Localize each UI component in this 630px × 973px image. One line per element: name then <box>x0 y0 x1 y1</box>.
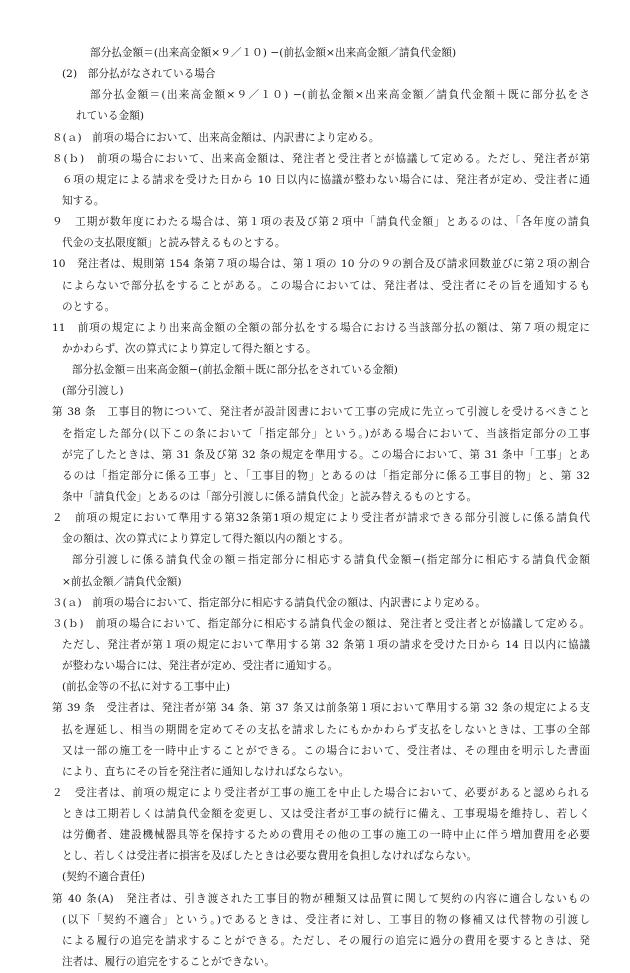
text-line: 注者は、履行の追完をすることができない。 <box>62 956 275 969</box>
text-line: 払を遅延し、相当の期間を定めてその支払を請求したにもかかわらず支払をしないときは、工事の全部 <box>62 723 590 736</box>
text-line: による履行の追完を請求することができる。ただし、その履行の追完に過分の費用を要するときは、発 <box>62 934 590 947</box>
text-line: ２ 前項の規定において準用する第32条第1項の規定により受注者が請求できる部分引渡しに係る請負代 <box>52 512 590 525</box>
text-line: 第 39 条 受注者は、発注者が第 34 条、第 37 条又は前条第１項において準用する第 32 条の規定による支 <box>52 702 590 715</box>
text-line: 知する。 <box>62 194 105 207</box>
text-line: 部分払金額＝(出来高金額×９／１０) −(前払金額×出来高金額／請負代金額＋既に部分払をさ <box>90 89 590 102</box>
text-line: により、直ちにその旨を発注者に通知しなければならない。 <box>62 765 350 778</box>
text-line: ３(ｂ) 前項の場合において、指定部分に相応する請負代金の額は、発注者と受注者とが協議して定める。 <box>52 617 590 630</box>
text-line: 部分引渡しに係る請負代金の額＝指定部分に相応する請負代金額−(指定部分に相応する請負代金額 <box>72 554 590 567</box>
text-line: が完了したときは、第 31 条及び第 32 条の規定を準用する。この場合において、第 31 条中「工事」とあ <box>62 448 590 461</box>
text-line: は労働者、建設機械器具等を保持するための費用その他の工事の施工の一時中止に伴う増加費用を必要 <box>62 829 590 842</box>
text-line: 第 40 条(A) 発注者は、引き渡された工事目的物が種類又は品質に関して契約の内容に適合しないもの <box>52 892 590 905</box>
text-line: ２ 受注者は、前項の規定により受注者が工事の施工を中止した場合において、必要があると認められる <box>52 786 590 799</box>
text-line: が整わない場合には、発注者が定め、受注者に通知する。 <box>62 660 339 673</box>
text-line: 代金の支払限度額」と読み替えるものとする。 <box>62 237 286 250</box>
text-line: ６項の規定による請求を受けた日から 10 日以内に協議が整わない場合には、発注者が定め、受注者に通 <box>62 173 590 186</box>
text-line: (2) 部分払がなされている場合 <box>62 68 216 81</box>
text-line: 第 38 条 工事目的物について、発注者が設計図書において工事の完成に先立って引渡しを受けるべきこと <box>52 406 590 419</box>
text-line: れている金額) <box>76 110 145 123</box>
text-line: ８(ａ) 前項の場合において、出来高金額は、内訳書により定める。 <box>52 131 380 144</box>
text-line: を指定した部分(以下この条において「指定部分」という。)がある場合において、当該指定部分の工事 <box>62 427 590 440</box>
text-line: 10 発注者は、規則第 154 条第７項の場合は、第１項の 10 分の９の割合及び請求回数並びに第２項の割合 <box>52 258 590 271</box>
text-line: ８(ｂ) 前項の場合において、出来高金額は、発注者と受注者とが協議して定める。ただし、発注者が第 <box>52 152 590 165</box>
text-line: 部分払金額＝出来高金額−(前払金額＋既に部分払をされている金額) <box>72 364 398 377</box>
text-line: るのは「指定部分に係る工事」と、「工事目的物」とあるのは「指定部分に係る工事目的物」と、第 32 <box>62 469 590 482</box>
text-line: 部分払金額＝(出来高金額×９／１０) −(前払金額×出来高金額／請負代金額) <box>90 47 457 59</box>
text-line: 条中「請負代金」とあるのは「部分引渡しに係る請負代金」と読み替えるものとする。 <box>62 490 478 503</box>
text-line: ×前払金額／請負代金額) <box>62 575 182 588</box>
text-line: とし、若しくは受注者に損害を及ぼしたときは必要な費用を負担しなければならない。 <box>62 850 478 863</box>
text-line: のとする。 <box>62 300 116 313</box>
text-line: (契約不適合責任) <box>62 871 145 884</box>
text-line: ただし、発注者が第１項の規定において準用する第 32 条第１項の請求を受けた日から 14 日以内に協議 <box>62 638 590 651</box>
text-line: (前払金等の不払に対する工事中止) <box>62 681 231 694</box>
text-line: (以下「契約不適合」という。)であるときは、受注者に対し、工事目的物の修補又は代替物の引渡し <box>62 913 590 926</box>
text-line: ときは工期若しくは請負代金額を変更し、又は受注者が工事の続行に備え、工事現場を維持し、若しく <box>62 808 590 821</box>
text-line: によらないで部分払をすることがある。この場合においては、発注者は、受注者にその旨を通知するも <box>62 279 590 292</box>
text-line: ３(ａ) 前項の場合において、指定部分に相応する請負代金の額は、内訳書により定める。 <box>52 596 486 609</box>
text-line: (部分引渡し) <box>62 385 124 398</box>
text-line: かかわらず、次の算式により算定して得た額とする。 <box>62 342 317 355</box>
text-line: 11 前項の規定により出来高金額の全額の部分払をする場合における当該部分払の額は、第７項の規定に <box>52 321 590 334</box>
text-line: 又は一部の施工を一時中止することができる。この場合において、受注者は、その理由を明示した書面 <box>62 744 590 757</box>
text-line: ９ 工期が数年度にわたる場合は、第１項の表及び第２項中「請負代金額」とあるのは、「各年度の請負 <box>52 216 590 229</box>
text-line: 金の額は、次の算式により算定して得た額以内の額とする。 <box>62 533 350 546</box>
